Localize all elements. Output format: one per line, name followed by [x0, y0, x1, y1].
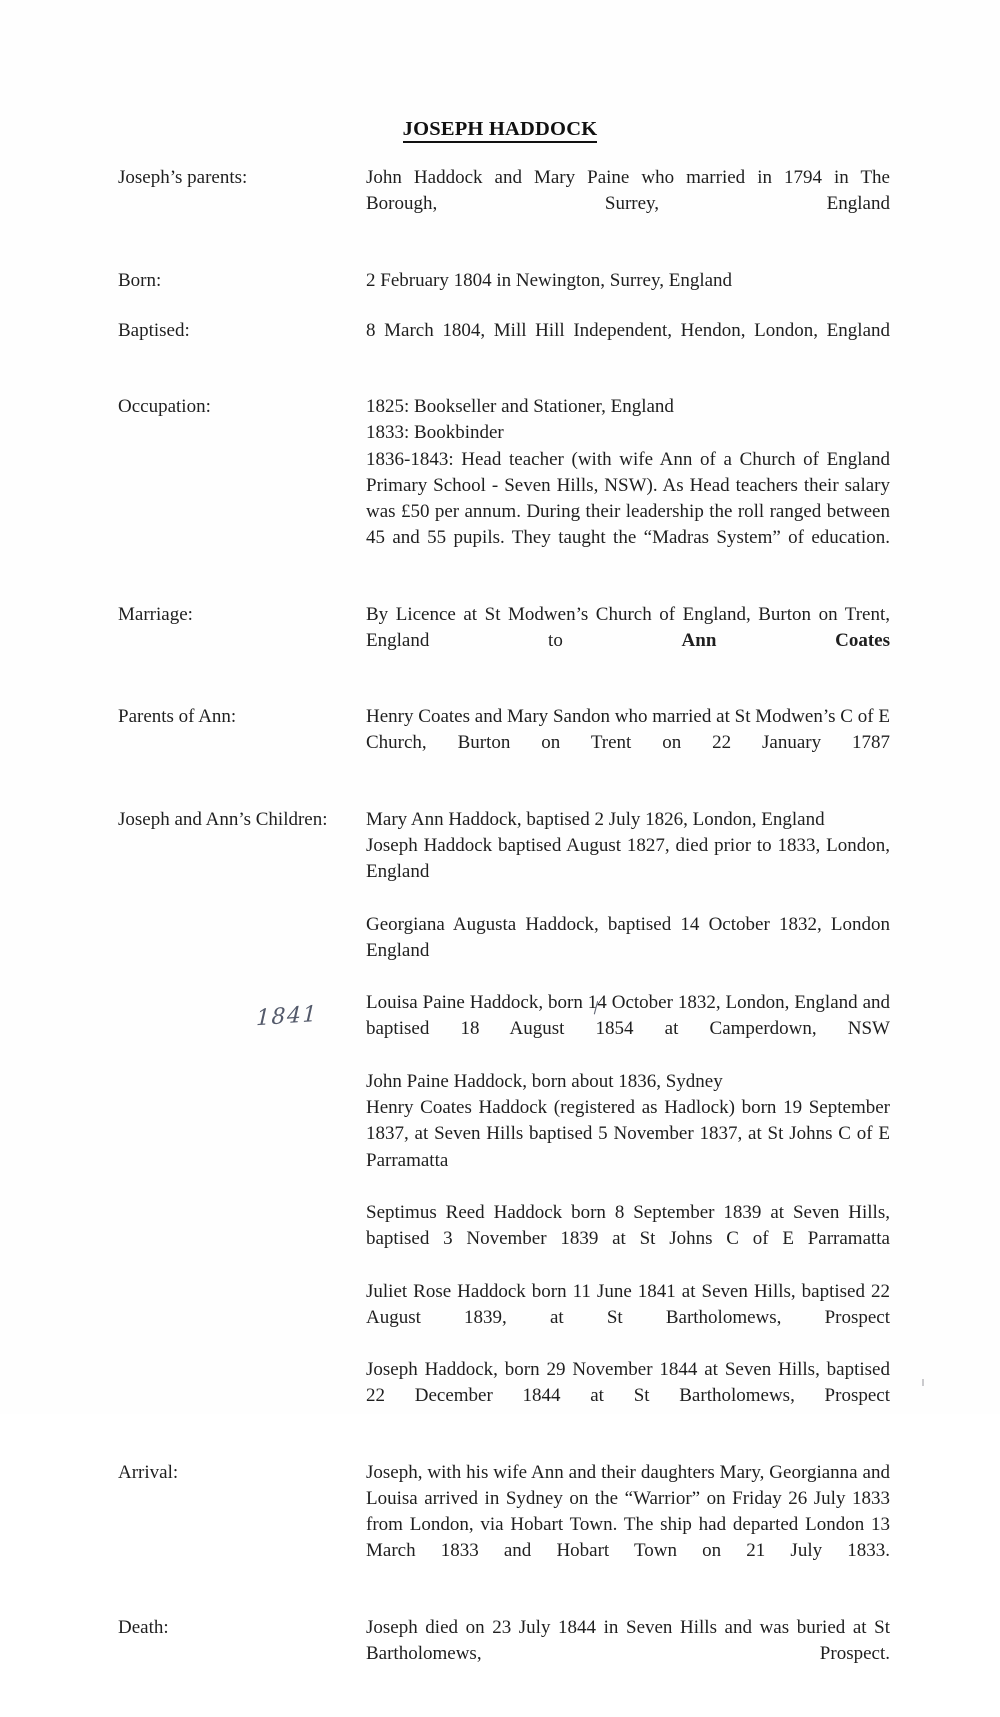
entry-label: Occupation:	[118, 396, 211, 418]
insertion-caret-icon	[592, 1001, 600, 1016]
entry-label: Joseph and Ann’s Children:	[118, 808, 328, 830]
child-entry: Septimus Reed Haddock born 8 September 1839 at Seven Hills, baptised 3 November 1839 at St Johns C of E Parramatta	[366, 1201, 890, 1250]
child-entry: Louisa Paine Haddock, born 14 October 1832, London, England and baptised 18 August 1854 at Camperdown, NSW	[366, 992, 890, 1040]
page-title	[0, 118, 1000, 141]
entry-death	[118, 1615, 890, 1694]
entry-paragraph	[366, 602, 890, 681]
entry-paragraph: 1836-1843: Head teacher (with wife Ann of a Church of England Primary School - Seven Hills, NSW). As Head teachers their salary was £50 per annum. During their leadership the roll ranged between 45 and 55 pupils. They taught the “Madras System” of education.	[366, 448, 890, 549]
entry-value	[366, 704, 890, 783]
entry-list	[118, 165, 890, 1717]
child-entry: Juliet Rose Haddock born 11 June 1841 at Seven Hills, baptised 22 August 1839, at St Bartholomews, Prospect	[366, 1280, 890, 1328]
spouse-name: Ann Coates	[681, 629, 890, 651]
entry-value	[366, 318, 890, 370]
page-title-text: JOSEPH HADDOCK	[403, 118, 598, 143]
entry-label: Death:	[118, 1616, 169, 1638]
entry-marriage	[118, 602, 890, 681]
entry-label: Joseph’s parents:	[118, 167, 248, 188]
entry-value	[366, 807, 890, 1436]
entry-value	[366, 602, 890, 681]
entry-paragraph: 1833: Bookbinder	[366, 422, 504, 444]
entry-label: Arrival:	[118, 1461, 179, 1483]
entry-label: Baptised:	[118, 319, 190, 341]
entry-paragraph: Henry Coates and Mary Sandon who married at St Modwen’s C of E Church, Burton on Trent on 22 January 1787	[366, 706, 890, 754]
entry-label: Marriage:	[118, 603, 193, 625]
entry-label: Parents of Ann:	[118, 706, 237, 728]
entry-occupation	[118, 394, 890, 577]
entry-joseph-parents	[118, 165, 890, 244]
entry-value	[366, 1460, 890, 1591]
scan-artifact	[922, 1379, 924, 1386]
child-entry: Henry Coates Haddock (registered as Hadlock) born 19 September 1837, at Seven Hills baptised 5 November 1837, at St Johns C of E Parramatta	[366, 1097, 890, 1171]
child-entry: Joseph Haddock, born 29 November 1844 at Seven Hills, baptised 22 December 1844 at St Bartholomews, Prospect	[366, 1359, 890, 1407]
entry-label: Born:	[118, 269, 162, 291]
entry-value	[366, 1615, 890, 1694]
entry-paragraph: Joseph died on 23 July 1844 in Seven Hills and was buried at St Bartholomews, Prospect.	[366, 1616, 890, 1664]
handwritten-year-annotation: 1841	[255, 1001, 319, 1032]
entry-arrival	[118, 1460, 890, 1591]
child-entry: Joseph Haddock baptised August 1827, died prior to 1833, London, England	[366, 835, 890, 883]
entry-paragraph: 2 February 1804 in Newington, Surrey, England	[366, 269, 733, 291]
child-entry: Georgiana Augusta Haddock, baptised 14 October 1832, London England	[366, 913, 890, 961]
child-entry: John Paine Haddock, born about 1836, Sydney	[366, 1070, 723, 1092]
entry-paragraph: 8 March 1804, Mill Hill Independent, Hendon, London, England	[366, 319, 890, 341]
entry-paragraph-text: By Licence at St Modwen’s Church of England, Burton on Trent, England to	[366, 603, 890, 651]
entry-parents-of-ann	[118, 704, 890, 783]
entry-paragraph: 1825: Bookseller and Stationer, England	[366, 396, 674, 418]
entry-baptised	[118, 318, 890, 370]
entry-born	[118, 268, 890, 294]
entry-value	[366, 268, 890, 294]
entry-value	[366, 165, 890, 244]
entry-value	[366, 394, 890, 577]
entry-children	[118, 807, 890, 1436]
child-entry: Mary Ann Haddock, baptised 2 July 1826, London, England	[366, 808, 825, 830]
entry-paragraph: John Haddock and Mary Paine who married in 1794 in The Borough, Surrey, England	[366, 167, 890, 215]
entry-paragraph: Joseph, with his wife Ann and their daughters Mary, Georgianna and Louisa arrived in Sydney on the “Warrior” on Friday 26 July 1833 from London, via Hobart Town. The ship had departed London 13 March 1833 and Hobart Town on 21 July 1833.	[366, 1461, 890, 1562]
